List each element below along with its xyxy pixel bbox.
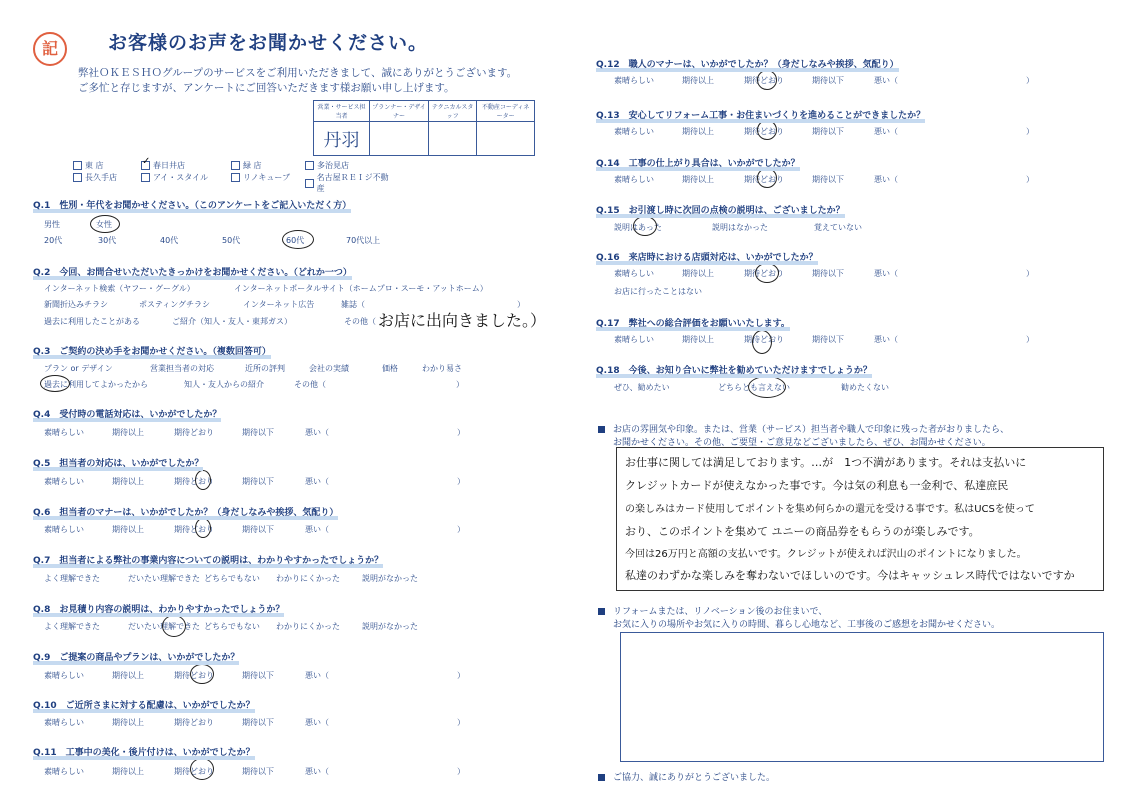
q2-option: ） [517,300,525,309]
q15-option[interactable]: 説明はあった [614,223,662,232]
q4-option[interactable]: 悪い（ [305,428,329,437]
shop-option[interactable]: 緑 店 [231,160,262,171]
q15-option[interactable]: 説明はなかった [712,223,768,232]
q3-option[interactable]: その他（ [294,380,326,389]
q9-option[interactable]: 素晴らしい [44,671,84,680]
square-bullet-icon [598,426,605,433]
q17-option[interactable]: 期待以上 [682,335,714,344]
q16-option[interactable]: 期待どおり [744,269,784,278]
checkbox-icon[interactable] [305,179,314,188]
q10-option: ） [457,718,465,727]
answer-circle-icon [748,376,786,398]
staff-col-planner: プランナー・デザイナー [369,101,428,122]
title-highlight [33,661,239,665]
q5-option[interactable]: 素晴らしい [44,477,84,486]
comment1-box[interactable] [616,447,1104,591]
q7-option[interactable]: よく理解できた [44,574,100,583]
q2-option[interactable]: インターネット広告 [243,300,315,309]
shop-option[interactable]: リノキューブ [231,172,290,183]
q5-title: Q.5 担当者の対応は、いかがでしたか？ [33,459,204,469]
q15-option[interactable]: 覚えていない [814,223,862,232]
staff-table [313,100,535,156]
q18-option[interactable]: どちらとも言えない [718,383,790,392]
q6-option[interactable]: 素晴らしい [44,525,84,534]
shop-option[interactable]: 長久手店 [73,172,117,183]
q3-option: ） [456,380,464,389]
q16-option[interactable]: 素晴らしい [614,269,654,278]
square-bullet-icon [598,608,605,615]
q3-option[interactable]: わかり易さ [422,364,462,373]
q1-age-option[interactable]: 60代 [286,236,305,245]
q9-option[interactable]: 期待以下 [242,671,274,680]
q11-option[interactable]: 悪い（ [305,767,329,776]
q11-option: ） [457,767,465,776]
q6-option: ） [457,525,465,534]
shop-option[interactable]: アイ・スタイル [141,172,208,183]
q1-age-option[interactable]: 50代 [222,236,241,245]
q4-option[interactable]: 素晴らしい [44,428,84,437]
staff-col-sales: 営業・サービス担当者 [314,101,370,122]
q12-title: Q.12 職人のマナーは、いかがでしたか？（身だしなみや挨拶、気配り） [596,60,899,70]
answer-circle-icon [40,375,70,392]
title-highlight [33,709,255,713]
q1-age-option[interactable]: 20代 [44,236,63,245]
q8-option[interactable]: だいたい理解できた [128,622,200,631]
q2-option[interactable]: その他（ [344,317,376,326]
title-highlight [33,564,383,568]
shop-option[interactable]: 名古屋ＲＥＩジ不動産 [305,172,393,194]
q9-option: ） [457,671,465,680]
q3-option[interactable]: 知人・友人からの紹介 [184,380,264,389]
q5-option[interactable]: 期待以下 [242,477,274,486]
title-highlight [596,374,872,378]
checkbox-icon[interactable] [73,161,82,170]
q16-option: ） [1026,269,1034,278]
q14-option[interactable]: 素晴らしい [614,175,654,184]
q11-option[interactable]: 期待どおり [174,767,214,776]
q17-option: ） [1026,335,1034,344]
q3-title: Q.3 ご契約の決め手をお聞かせください。（複数回答可） [33,347,271,357]
q9-option[interactable]: 期待以上 [112,671,144,680]
title-highlight [33,418,221,422]
q5-option: ） [457,477,465,486]
q12-option[interactable]: 素晴らしい [614,76,654,85]
q17-title: Q.17 弊社への総合評価をお願いいたします。 [596,319,790,329]
q10-option[interactable]: 素晴らしい [44,718,84,727]
answer-circle-icon [195,470,211,490]
comment-line: おり、このポイントを集めて ユニーの商品券をもらうのが楽しみです。 [625,525,980,538]
q5-option[interactable]: 期待以上 [112,477,144,486]
q18-option[interactable]: ぜひ、勧めたい [614,383,670,392]
q10-option[interactable]: 期待どおり [174,718,214,727]
footer-thanks: ご協力、誠にありがとうございました。 [598,772,775,785]
title-highlight [33,209,351,213]
q2-option[interactable]: インターネット検索（ヤフー・グーグル） [44,284,195,293]
q8-option[interactable]: よく理解できた [44,622,100,631]
q11-option[interactable]: 素晴らしい [44,767,84,776]
title-highlight [596,68,899,72]
staff-col-realestate: 不動産コーディネーター [477,101,535,122]
q2-option[interactable]: ポスティングチラシ [139,300,211,309]
q17-option[interactable]: 期待どおり [744,335,784,344]
q13-option[interactable]: 悪い（ [874,127,898,136]
title-highlight [596,327,790,331]
comment-line: 今回は26万円と高額の支払いです。クレジットが使えれば沢山のポイントになりました。 [625,549,1027,560]
q5-option[interactable]: 悪い（ [305,477,329,486]
q12-option[interactable]: 悪い（ [874,76,898,85]
q14-option[interactable]: 期待以下 [812,175,844,184]
q13-title: Q.13 安心してリフォーム工事・お住まいづくりを進めることができましたか？ [596,111,926,121]
q2-option[interactable]: 過去に利用したことがある [44,317,140,326]
q12-option: ） [1026,76,1034,85]
comment-line: 私達のわずかな楽しみを奪わないでほしいのです。今はキャッシュレス時代ではないですか [625,569,1075,582]
title-highlight [33,613,284,617]
title-highlight [33,355,271,359]
intro-line-1: 弊社ＯＫＥＳＨＯグループのサービスをご利用いただきまして、誠にありがとうございます。 [78,67,518,79]
planner-cell[interactable] [369,122,428,156]
q10-option[interactable]: 悪い（ [305,718,329,727]
q11-option[interactable]: 期待以上 [112,767,144,776]
q6-option[interactable]: 悪い（ [305,525,329,534]
answer-circle-icon [190,758,214,780]
answer-circle-icon [757,168,777,188]
answer-circle-icon [752,330,772,354]
answer-circle-icon [90,215,120,233]
answer-circle-icon [190,664,214,684]
answer-circle-icon [757,120,777,140]
q9-option[interactable]: 悪い（ [305,671,329,680]
q18-title: Q.18 今後、お知り合いに弊社を勧めていただけますでしょうか？ [596,366,872,376]
q12-option[interactable]: 期待どおり [744,76,784,85]
q3-option[interactable]: プラン or デザイン [44,364,113,373]
q6-title: Q.6 担当者のマナーは、いかがでしたか？（身だしなみや挨拶、気配り） [33,508,339,518]
q3-option[interactable]: 近所の評判 [245,364,285,373]
comment2-box[interactable] [620,632,1104,762]
q13-option: ） [1026,127,1034,136]
q7-option[interactable]: 説明がなかった [362,574,418,583]
q7-option[interactable]: どちらでもない [204,574,260,583]
q2-option[interactable]: 雑誌（ [341,300,365,309]
checkbox-icon[interactable] [231,173,240,182]
q2-other-answer[interactable]: お店に出向きました。） [378,311,547,330]
q4-title: Q.4 受付時の電話対応は、いかがでしたか？ [33,410,222,420]
checkbox-icon[interactable] [141,173,150,182]
comment2-heading: リフォームまたは、リノベーション後のお住まいで、 お気に入りの場所やお気に入りの時間、暮らし心地など、工事後のご感想をお聞かせください。 [598,606,1000,632]
q1-age-option[interactable]: 40代 [160,236,179,245]
title-highlight [596,167,800,171]
answer-circle-icon [195,518,211,538]
sales-staff-name[interactable]: 丹羽 [314,122,370,156]
q13-option[interactable]: 期待以下 [812,127,844,136]
q3-option[interactable]: 価格 [382,364,398,373]
title-highlight [596,261,818,265]
comment-line: お仕事に関しては満足しております。…が 1つ不満があります。それは支払いに [625,456,1027,469]
checkbox-icon[interactable] [305,161,314,170]
q16-option[interactable]: 期待以下 [812,269,844,278]
intro-line-2: ご多忙と存じますが、アンケートにご回答いただきます様お願い申し上げます。 [78,82,455,94]
title-highlight [33,756,255,760]
q12-option[interactable]: 期待以上 [682,76,714,85]
title-highlight [33,516,338,520]
technical-cell[interactable] [429,122,477,156]
shop-checklist [73,156,393,193]
q7-option[interactable]: だいたい理解できた [128,574,200,583]
answer-circle-icon [633,216,657,236]
q12-option[interactable]: 期待以下 [812,76,844,85]
q16-option[interactable]: 悪い（ [874,269,898,278]
checkbox-icon[interactable] [231,161,240,170]
realestate-cell[interactable] [477,122,535,156]
q15-title: Q.15 お引渡し時に次回の点検の説明は、ございましたか？ [596,206,845,216]
q13-option[interactable]: 期待どおり [744,127,784,136]
q18-option[interactable]: 勧めたくない [841,383,889,392]
shop-option[interactable]: 東 店 [73,160,104,171]
q2-option[interactable]: 新聞折込みチラシ [44,300,108,309]
q13-option[interactable]: 素晴らしい [614,127,654,136]
q8-option[interactable]: わかりにくかった [276,622,340,631]
q14-option[interactable]: 期待どおり [744,175,784,184]
q8-title: Q.8 お見積り内容の説明は、わかりやすかったでしょうか？ [33,605,285,615]
q17-option[interactable]: 悪い（ [874,335,898,344]
page-title: お客様のお声をお聞かせください。 [108,32,429,54]
q7-option[interactable]: わかりにくかった [276,574,340,583]
square-bullet-icon [598,774,605,781]
q4-option[interactable]: 期待以上 [112,428,144,437]
q17-option[interactable]: 素晴らしい [614,335,654,344]
q3-option[interactable]: 営業担当者の対応 [150,364,214,373]
q8-option[interactable]: どちらでもない [204,622,260,631]
answer-circle-icon [282,230,314,249]
q6-option[interactable]: 期待どおり [174,525,214,534]
q11-option[interactable]: 期待以下 [242,767,274,776]
q4-option: ） [457,428,465,437]
q13-option[interactable]: 期待以上 [682,127,714,136]
q1-age-option[interactable]: 70代以上 [346,236,381,245]
q1-option[interactable]: 女性 [96,220,112,229]
q7-title: Q.7 担当者による弊社の事業内容についての説明は、わかりやすかったでしょうか？ [33,556,384,566]
q14-option[interactable]: 期待以上 [682,175,714,184]
answer-circle-icon [755,263,779,283]
q5-option[interactable]: 期待どおり [174,477,214,486]
staff-col-technical: テクニカルスタッフ [429,101,477,122]
title-highlight [596,119,925,123]
q8-option[interactable]: 説明がなかった [362,622,418,631]
q17-option[interactable]: 期待以下 [812,335,844,344]
title-highlight [596,214,845,218]
q9-title: Q.9 ご提案の商品やプランは、いかがでしたか？ [33,653,240,663]
q3-option[interactable]: 会社の実績 [309,364,349,373]
q2-title: Q.2 今回、お問合せいただいたきっかけをお聞かせください。（どれか一つ） [33,268,352,278]
q1-age-option[interactable]: 30代 [98,236,117,245]
answer-circle-icon [162,615,186,637]
q10-option[interactable]: 期待以上 [112,718,144,727]
checkbox-checked-icon[interactable]: ✓ [141,161,150,170]
comment1-heading: お店の雰囲気や印象。または、営業（サービス）担当者や職人で印象に残った者がおりましたら、 お聞かせください。その他、ご要望・ご意見などございましたら、ぜひ、お聞かせください。 [598,424,1009,450]
q6-option[interactable]: 期待以下 [242,525,274,534]
q10-option[interactable]: 期待以下 [242,718,274,727]
q1-option[interactable]: 男性 [44,220,60,229]
q16-option[interactable]: 期待以上 [682,269,714,278]
company-stamp-icon: 記 [33,32,67,66]
q10-title: Q.10 ご近所さまに対する配慮は、いかがでしたか？ [33,701,255,711]
q11-title: Q.11 工事中の美化・後片付けは、いかがでしたか？ [33,748,255,758]
title-highlight [33,276,352,280]
answer-circle-icon [757,70,777,90]
title-highlight [33,467,203,471]
q14-title: Q.14 工事の仕上がり具合は、いかがでしたか？ [596,159,800,169]
q9-option[interactable]: 期待どおり [174,671,214,680]
q2-option[interactable]: インターネットポータルサイト（ホームプロ・スーモ・アットホーム） [234,284,488,293]
comment-line: クレジットカードが使えなかった事です。今は気の利息も一金利で、私達庶民 [625,479,1009,492]
checkbox-icon[interactable] [73,173,82,182]
q3-option[interactable]: 過去に利用してよかったから [44,380,148,389]
q14-option: ） [1026,175,1034,184]
q4-option[interactable]: 期待どおり [174,428,214,437]
comment-line: の楽しみはカード使用してポイントを集め何らかの還元を受ける事です。私はUCSを使って [625,504,1035,515]
q16-option[interactable]: お店に行ったことはない [614,287,702,296]
shop-option[interactable]: ✓ 春日井店 [142,156,185,170]
q2-option[interactable]: ご紹介（知人・友人・東邦ガス） [172,317,292,326]
q16-title: Q.16 来店時における店頭対応は、いかがでしたか？ [596,253,818,263]
shop-option[interactable]: 多治見店 [305,160,349,171]
q1-title: Q.1 性別・年代をお聞かせください。（このアンケートをご記入いただく方） [33,201,352,211]
q14-option[interactable]: 悪い（ [874,175,898,184]
q6-option[interactable]: 期待以上 [112,525,144,534]
q4-option[interactable]: 期待以下 [242,428,274,437]
